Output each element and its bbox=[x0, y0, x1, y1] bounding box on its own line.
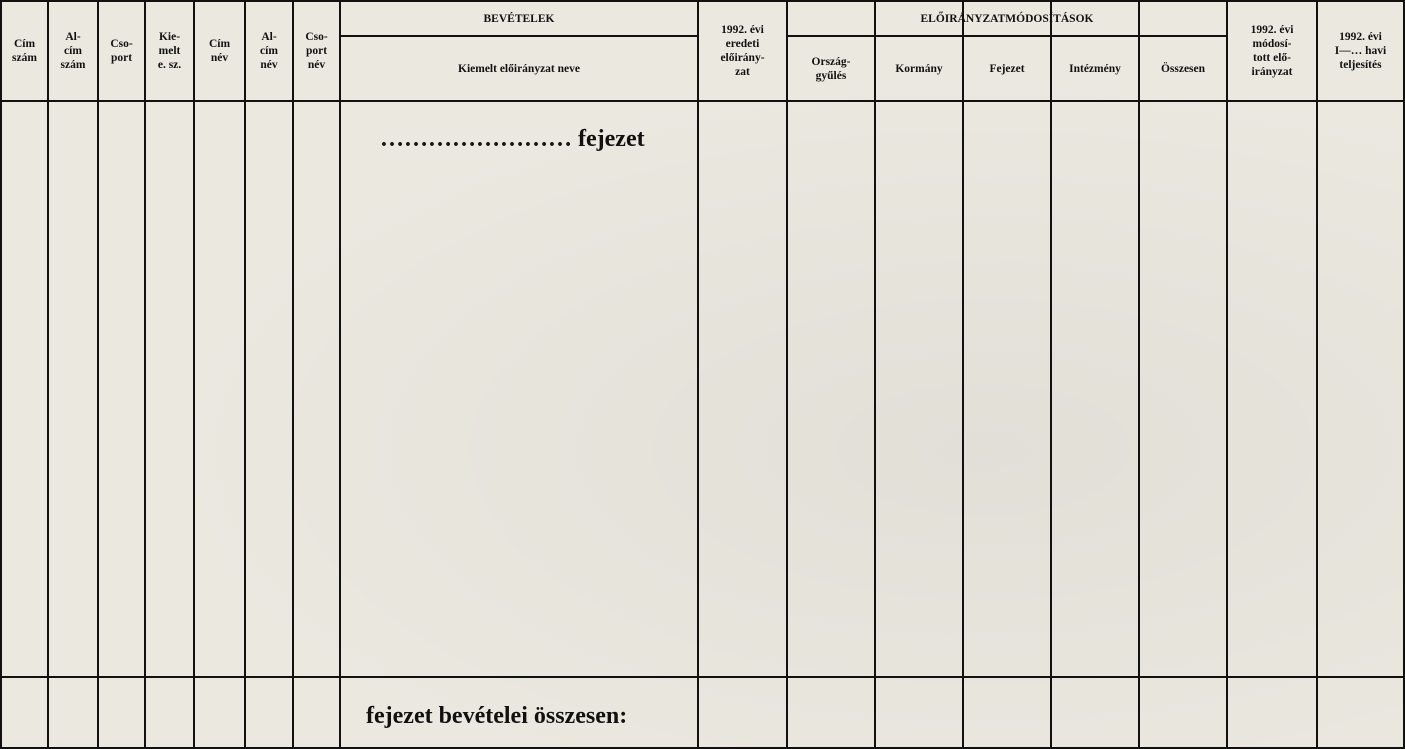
grid-line bbox=[0, 676, 1405, 678]
col-header-teljesites: 1992. évi I—… havi teljesítés bbox=[1334, 31, 1387, 71]
col-header-cim-nev: Cím név bbox=[208, 38, 231, 64]
chapter-total-label: fejezet bevételei összesen: bbox=[366, 703, 628, 729]
col-header-intezmeny: Intézmény bbox=[1069, 62, 1121, 75]
col-header-kiemelt-sz: Kie- melt e. sz. bbox=[157, 31, 182, 71]
grid-line bbox=[786, 0, 788, 749]
col-header-orszaggyules: Ország- gyűlés bbox=[811, 55, 851, 82]
grid-line bbox=[874, 0, 876, 749]
col-header-bevetelek: BEVÉTELEK bbox=[483, 12, 555, 25]
grid-line bbox=[1138, 0, 1140, 749]
grid-line bbox=[193, 0, 195, 749]
col-header-kiemelt-neve: Kiemelt előirányzat neve bbox=[458, 62, 580, 75]
grid-line bbox=[97, 0, 99, 749]
grid-line bbox=[1226, 0, 1228, 749]
grid-line bbox=[47, 0, 49, 749]
col-header-osszesen: Összesen bbox=[1160, 62, 1206, 75]
col-header-modositasok: ELŐIRÁNYZATMÓDOSÍTÁSOK bbox=[920, 12, 1094, 25]
col-header-cim-szam: Cím szám bbox=[12, 38, 37, 64]
grid-line bbox=[697, 0, 699, 749]
chapter-title: …………………… fejezet bbox=[380, 126, 645, 152]
col-header-eredeti: 1992. évi eredeti előirány- zat bbox=[720, 24, 765, 78]
col-header-kormany: Kormány bbox=[895, 62, 943, 75]
grid-line bbox=[292, 0, 294, 749]
grid-line bbox=[144, 0, 146, 749]
grid-line bbox=[962, 0, 964, 749]
col-header-alcim-szam: Al- cím szám bbox=[60, 31, 86, 71]
col-header-csoport-nev: Cso- port név bbox=[305, 31, 328, 71]
grid-line bbox=[1316, 0, 1318, 749]
grid-line bbox=[244, 0, 246, 749]
col-header-fejezet: Fejezet bbox=[989, 62, 1025, 75]
col-header-alcim-nev: Al- cím név bbox=[260, 31, 278, 71]
col-header-modositott: 1992. évi módosí- tott elő- irányzat bbox=[1250, 24, 1294, 78]
grid-line bbox=[0, 0, 2, 749]
col-header-csoport: Cso- port bbox=[110, 38, 133, 64]
grid-line bbox=[0, 100, 1405, 102]
grid-line bbox=[339, 0, 341, 749]
grid-line bbox=[1050, 0, 1052, 749]
